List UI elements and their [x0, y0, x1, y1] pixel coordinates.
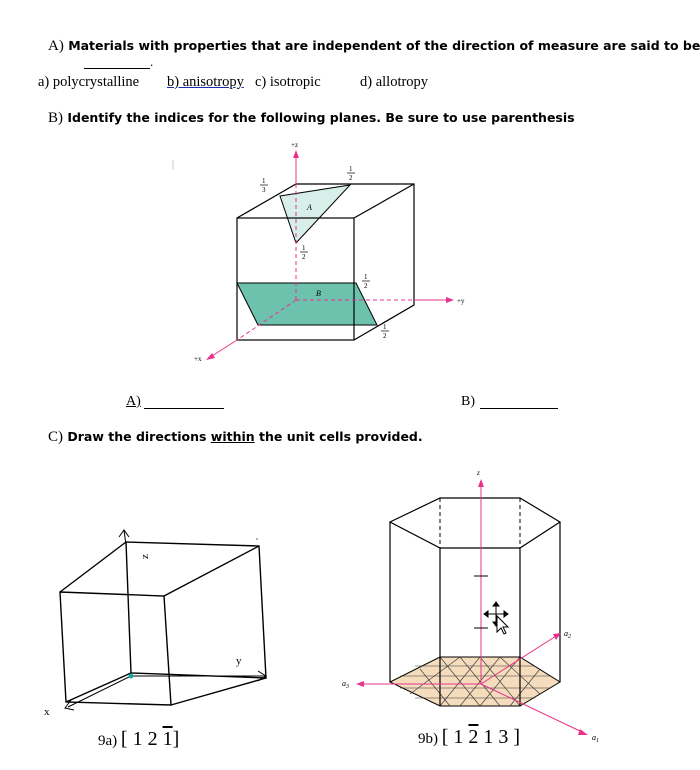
plane-b-label: B [316, 289, 321, 298]
hex-a1-sub: 1 [596, 738, 599, 744]
question-a-prompt: Materials with properties that are independent of the direction of measure are said to be [68, 38, 700, 53]
direction-9b-indices [442, 726, 520, 748]
hex-a3-label [342, 679, 349, 690]
figure-b-z-label: +z [291, 141, 299, 149]
idx-9b-1: 1 [453, 726, 464, 748]
frac-mid-half-den: 2 [302, 253, 306, 261]
idx-9a-open: [ [120, 728, 128, 750]
direction-9b-prefix: 9b) [418, 731, 438, 747]
frac-mid-half-num: 1 [302, 244, 306, 252]
cubic-z-label: z [139, 554, 151, 559]
frac-top-half-den: 2 [349, 174, 353, 182]
answer-b-label: B) [461, 394, 475, 409]
cubic-x-label: x [44, 706, 50, 718]
idx-9a-2: 2 [147, 728, 158, 750]
frac-bottom-half-num: 1 [383, 323, 387, 331]
figure-b-y-label: +y [457, 297, 465, 305]
idx-9b-4: 3 [498, 726, 509, 748]
frac-top-third-den: 3 [262, 186, 266, 194]
direction-9b-label [418, 726, 520, 749]
question-c-prompt-2: the unit cells provided. [254, 429, 423, 444]
cubic-y-label: y [236, 655, 242, 667]
hex-a3-letter: a [342, 679, 346, 688]
hex-z-arrow-icon [478, 479, 484, 487]
option-a[interactable]: a) polycrystalline [38, 74, 140, 90]
option-c[interactable]: c) isotropic [255, 74, 321, 90]
figure-b-x-label: +x [194, 355, 202, 363]
idx-9b-open: [ [441, 726, 449, 748]
idx-9a-3-bar: 1 [162, 728, 173, 750]
option-b[interactable]: b) anisotropy [167, 74, 244, 90]
idx-9b-2-bar: 2 [468, 726, 479, 748]
hex-top [390, 498, 560, 548]
hex-a2-sub: 2 [568, 634, 571, 640]
idx-9b-3: 1 [483, 726, 494, 748]
hex-a1-arrow-icon [578, 729, 588, 735]
hex-a2-label [564, 629, 571, 640]
hex-a1-label [592, 733, 599, 744]
hex-a3-arrow-icon [356, 681, 364, 687]
question-c-prompt-1: Draw the directions [67, 429, 211, 444]
plane-a-label: A [307, 203, 312, 212]
question-b-prompt: Identify the indices for the following planes. Be sure to use parenthesis [67, 110, 575, 125]
idx-9b-close: ] [513, 726, 521, 748]
frac-right-half-den: 2 [364, 282, 368, 290]
question-c-letter: C) [48, 429, 63, 445]
hex-base [390, 657, 560, 706]
question-c-emphasis: within [210, 429, 255, 444]
hex-a1-letter: a [592, 733, 596, 742]
hex-a2-letter: a [564, 629, 568, 638]
hex-z-label: z [477, 469, 480, 477]
idx-9a-1: 1 [132, 728, 143, 750]
frac-right-half-num: 1 [364, 273, 368, 281]
question-b-letter: B) [48, 110, 63, 126]
question-a-period: . [150, 54, 154, 69]
frac-top-third-num: 1 [262, 177, 266, 185]
frac-bottom-half-den: 2 [383, 332, 387, 340]
move-cursor-icon [484, 602, 508, 634]
idx-9a-close: ] [172, 728, 180, 750]
answer-a-label: A) [126, 394, 141, 409]
frac-top-half-num: 1 [349, 165, 353, 173]
hex-a3-sub: 3 [346, 684, 349, 690]
question-a-letter: A) [48, 38, 64, 54]
option-d[interactable]: d) allotropy [360, 74, 429, 90]
direction-9a-prefix: 9a) [98, 733, 118, 749]
